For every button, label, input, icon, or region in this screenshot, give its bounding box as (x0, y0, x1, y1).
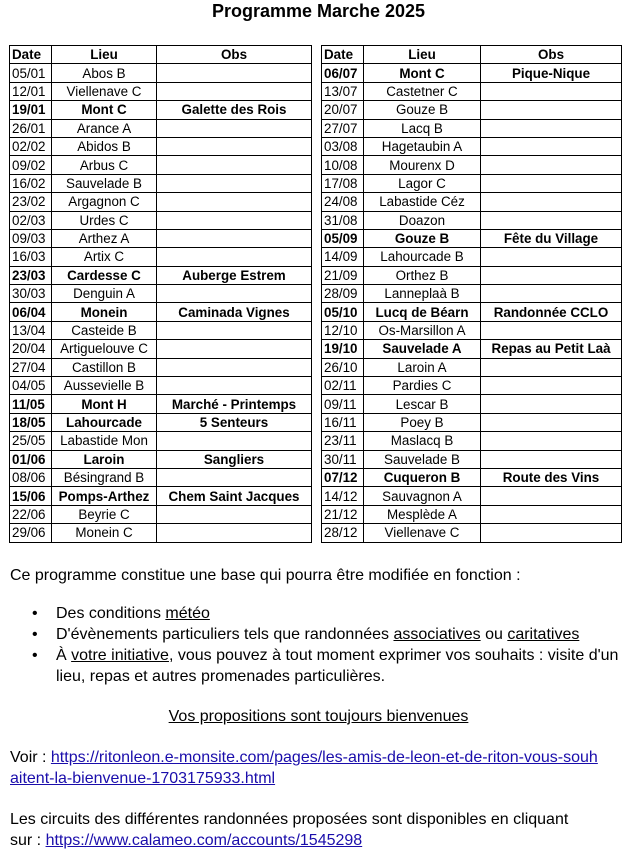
date-cell: 27/07 (322, 119, 364, 137)
date-cell: 16/02 (10, 174, 52, 192)
table-row (322, 137, 622, 155)
table-row (10, 358, 312, 376)
date-cell: 06/07 (322, 64, 364, 82)
date-cell: 12/01 (10, 82, 52, 100)
date-cell: 17/08 (322, 174, 364, 192)
obs-cell (157, 229, 312, 247)
table-row (10, 101, 312, 119)
obs-cell: Caminada Vignes (157, 303, 312, 321)
date-cell: 19/01 (10, 101, 52, 119)
table-row (10, 285, 312, 303)
obs-cell (481, 487, 622, 505)
table-row (10, 82, 312, 100)
table-row (10, 450, 312, 468)
calameo-link[interactable]: https://www.calameo.com/accounts/1545298 (45, 832, 363, 849)
table-row (10, 137, 312, 155)
lieu-cell: Mourenx D (364, 156, 481, 174)
lieu-cell: Sauvagnon A (364, 487, 481, 505)
header-obs: Obs (481, 46, 622, 64)
date-cell: 12/10 (322, 321, 364, 339)
date-cell: 28/12 (322, 524, 364, 542)
obs-cell (481, 248, 622, 266)
obs-cell (157, 285, 312, 303)
lieu-cell: Bésingrand B (52, 468, 157, 486)
table-row (322, 432, 622, 450)
lieu-cell: Cardesse C (52, 266, 157, 284)
date-cell: 02/11 (322, 377, 364, 395)
list-item: • Des conditions météo (32, 605, 210, 622)
table-row (322, 266, 622, 284)
obs-cell (481, 137, 622, 155)
obs-cell: Sangliers (157, 450, 312, 468)
obs-cell (157, 156, 312, 174)
lieu-cell: Sauvelade A (364, 340, 481, 358)
lieu-cell: Monein C (52, 524, 157, 542)
table-row (322, 524, 622, 542)
lieu-cell: Pardies C (364, 377, 481, 395)
lieu-cell: Castetner C (364, 82, 481, 100)
date-cell: 09/03 (10, 229, 52, 247)
date-cell: 10/08 (322, 156, 364, 174)
table-row (10, 321, 312, 339)
table-row (322, 211, 622, 229)
header-obs: Obs (157, 46, 312, 64)
lieu-cell: Monein (52, 303, 157, 321)
header-date: Date (10, 46, 52, 64)
obs-cell (157, 211, 312, 229)
obs-cell: Marché - Printemps (157, 395, 312, 413)
date-cell: 20/04 (10, 340, 52, 358)
date-cell: 06/04 (10, 303, 52, 321)
date-cell: 23/11 (322, 432, 364, 450)
obs-cell (481, 413, 622, 431)
date-cell: 05/09 (322, 229, 364, 247)
obs-cell: Randonnée CCLO (481, 303, 622, 321)
table-row (10, 505, 312, 523)
lieu-cell: Maslacq B (364, 432, 481, 450)
obs-cell (157, 137, 312, 155)
lieu-cell: Lacq B (364, 119, 481, 137)
obs-cell (481, 524, 622, 542)
obs-cell: Galette des Rois (157, 101, 312, 119)
date-cell: 21/12 (322, 505, 364, 523)
obs-cell: Fête du Village (481, 229, 622, 247)
table-row (322, 193, 622, 211)
date-cell: 01/06 (10, 450, 52, 468)
table-row (10, 229, 312, 247)
page-title: Programme Marche 2025 (211, 1, 426, 21)
date-cell: 26/01 (10, 119, 52, 137)
obs-cell (481, 505, 622, 523)
table-row (10, 64, 312, 82)
header-lieu: Lieu (52, 46, 157, 64)
lieu-cell: Denguin A (52, 285, 157, 303)
table-row (322, 450, 622, 468)
table-row (322, 505, 622, 523)
date-cell: 19/10 (322, 340, 364, 358)
obs-cell (157, 321, 312, 339)
obs-cell (157, 505, 312, 523)
table-header-row (10, 46, 312, 64)
lieu-cell: Poey B (364, 413, 481, 431)
table-row (322, 487, 622, 505)
lieu-cell: Hagetaubin A (364, 137, 481, 155)
table-row (10, 174, 312, 192)
lieu-cell: Os-Marsillon A (364, 321, 481, 339)
lieu-cell: Mont C (52, 101, 157, 119)
table-row (10, 377, 312, 395)
date-cell: 27/04 (10, 358, 52, 376)
date-cell: 13/07 (322, 82, 364, 100)
lieu-cell: Mesplède A (364, 505, 481, 523)
obs-cell (481, 395, 622, 413)
date-cell: 16/03 (10, 248, 52, 266)
date-cell: 02/02 (10, 137, 52, 155)
obs-cell (157, 524, 312, 542)
date-cell: 14/12 (322, 487, 364, 505)
date-cell: 11/05 (10, 395, 52, 413)
schedule-table-right (321, 45, 622, 543)
lieu-cell: Doazon (364, 211, 481, 229)
schedule-table-left (9, 45, 312, 543)
lieu-cell: Gouze B (364, 101, 481, 119)
bullet-icon: • (32, 626, 38, 643)
obs-cell (481, 101, 622, 119)
table-row (322, 358, 622, 376)
obs-cell (157, 248, 312, 266)
table-row (10, 468, 312, 486)
proposals-note: Vos propositions sont toujours bienvenues (168, 708, 469, 725)
date-cell: 02/03 (10, 211, 52, 229)
obs-cell (481, 174, 622, 192)
lieu-cell: Lanneplaà B (364, 285, 481, 303)
table-row (322, 413, 622, 431)
obs-cell (481, 450, 622, 468)
table-row (10, 193, 312, 211)
date-cell: 24/08 (322, 193, 364, 211)
lieu-cell: Casteide B (52, 321, 157, 339)
lieu-cell: Abos B (52, 64, 157, 82)
lieu-cell: Viellenave C (52, 82, 157, 100)
table-row (10, 487, 312, 505)
table-row (322, 248, 622, 266)
lieu-cell: Artix C (52, 248, 157, 266)
date-cell: 09/02 (10, 156, 52, 174)
table-row (322, 340, 622, 358)
obs-cell (157, 377, 312, 395)
voir-paragraph: Voir : https://ritonleon.e-monsite.com/pages/les-amis-de-leon-et-de-riton-vous-souhaitent-la-bienvenue-1703175933.html (10, 749, 598, 787)
date-cell: 08/06 (10, 468, 52, 486)
lieu-cell: Artiguelouve C (52, 340, 157, 358)
header-date: Date (322, 46, 364, 64)
table-row (322, 321, 622, 339)
table-row (322, 156, 622, 174)
lieu-cell: Pomps-Arthez (52, 487, 157, 505)
lieu-cell: Gouze B (364, 229, 481, 247)
lieu-cell: Arance A (52, 119, 157, 137)
obs-cell (481, 377, 622, 395)
table-row (322, 229, 622, 247)
lieu-cell: Lahourcade (52, 413, 157, 431)
lieu-cell: Mont H (52, 395, 157, 413)
table-row (322, 377, 622, 395)
table-row (322, 303, 622, 321)
obs-cell (157, 468, 312, 486)
date-cell: 31/08 (322, 211, 364, 229)
obs-cell (481, 321, 622, 339)
lieu-cell: Lahourcade B (364, 248, 481, 266)
obs-cell: Chem Saint Jacques (157, 487, 312, 505)
obs-cell: 5 Senteurs (157, 413, 312, 431)
website-link[interactable]: https://ritonleon.e-monsite.com/pages/les-amis-de-leon-et-de-riton-vous-souhaitent-la-bienvenue-1703175933.html (10, 749, 598, 787)
header-lieu: Lieu (364, 46, 481, 64)
lieu-cell: Castillon B (52, 358, 157, 376)
date-cell: 22/06 (10, 505, 52, 523)
table-row (10, 395, 312, 413)
date-cell: 13/04 (10, 321, 52, 339)
date-cell: 23/02 (10, 193, 52, 211)
lieu-cell: Lescar B (364, 395, 481, 413)
date-cell: 09/11 (322, 395, 364, 413)
obs-cell (481, 266, 622, 284)
date-cell: 05/01 (10, 64, 52, 82)
obs-cell (481, 211, 622, 229)
lieu-cell: Arthez A (52, 229, 157, 247)
obs-cell: Pique-Nique (481, 64, 622, 82)
lieu-cell: Beyrie C (52, 505, 157, 523)
obs-cell (157, 340, 312, 358)
lieu-cell: Viellenave C (364, 524, 481, 542)
obs-cell (157, 432, 312, 450)
lieu-cell: Aussevielle B (52, 377, 157, 395)
table-row (10, 211, 312, 229)
lieu-cell: Orthez B (364, 266, 481, 284)
lieu-cell: Sauvelade B (364, 450, 481, 468)
table-row (322, 285, 622, 303)
table-row (10, 303, 312, 321)
obs-cell (481, 119, 622, 137)
obs-cell (157, 82, 312, 100)
lieu-cell: Laroin (52, 450, 157, 468)
obs-cell (157, 64, 312, 82)
obs-cell (481, 358, 622, 376)
lieu-cell: Lagor C (364, 174, 481, 192)
table-row (322, 64, 622, 82)
date-cell: 15/06 (10, 487, 52, 505)
list-item: • À votre initiative, vous pouvez à tout moment exprimer vos souhaits : visite d'un lieu, repas et autres promenades particulières. (32, 647, 619, 685)
date-cell: 30/03 (10, 285, 52, 303)
lieu-cell: Cuqueron B (364, 468, 481, 486)
table-row (10, 340, 312, 358)
date-cell: 20/07 (322, 101, 364, 119)
date-cell: 04/05 (10, 377, 52, 395)
lieu-cell: Mont C (364, 64, 481, 82)
date-cell: 14/09 (322, 248, 364, 266)
table-row (322, 101, 622, 119)
date-cell: 28/09 (322, 285, 364, 303)
lieu-cell: Laroin A (364, 358, 481, 376)
table-row (322, 468, 622, 486)
table-row (10, 413, 312, 431)
obs-cell (481, 193, 622, 211)
list-item: • D'évènements particuliers tels que randonnées associatives ou caritatives (32, 626, 580, 643)
date-cell: 25/05 (10, 432, 52, 450)
lieu-cell: Sauvelade B (52, 174, 157, 192)
lieu-cell: Labastide Céz (364, 193, 481, 211)
lieu-cell: Argagnon C (52, 193, 157, 211)
table-row (10, 266, 312, 284)
obs-cell (157, 119, 312, 137)
lieu-cell: Lucq de Béarn (364, 303, 481, 321)
date-cell: 21/09 (322, 266, 364, 284)
conditions-list (32, 603, 622, 687)
circuits-paragraph: Les circuits des différentes randonnées proposées sont disponibles en cliquant sur : https://www.calameo.com/accounts/1545298 (10, 811, 569, 849)
obs-cell (481, 82, 622, 100)
obs-cell (157, 358, 312, 376)
lieu-cell: Abidos B (52, 137, 157, 155)
date-cell: 26/10 (322, 358, 364, 376)
obs-cell: Repas au Petit Laà (481, 340, 622, 358)
lieu-cell: Urdes C (52, 211, 157, 229)
date-cell: 07/12 (322, 468, 364, 486)
table-row (322, 82, 622, 100)
table-row (322, 174, 622, 192)
table-row (10, 119, 312, 137)
obs-cell: Auberge Estrem (157, 266, 312, 284)
date-cell: 18/05 (10, 413, 52, 431)
obs-cell: Route des Vins (481, 468, 622, 486)
obs-cell (481, 432, 622, 450)
obs-cell (481, 156, 622, 174)
date-cell: 23/03 (10, 266, 52, 284)
table-header-row (322, 46, 622, 64)
lieu-cell: Arbus C (52, 156, 157, 174)
date-cell: 16/11 (322, 413, 364, 431)
obs-cell (157, 174, 312, 192)
table-row (10, 432, 312, 450)
date-cell: 03/08 (322, 137, 364, 155)
intro-text: Ce programme constitue une base qui pourra être modifiée en fonction : (10, 567, 521, 584)
table-row (10, 524, 312, 542)
lieu-cell: Labastide Mon (52, 432, 157, 450)
bullet-icon: • (32, 605, 38, 622)
bullet-icon: • (32, 647, 38, 664)
obs-cell (157, 193, 312, 211)
date-cell: 30/11 (322, 450, 364, 468)
table-row (10, 248, 312, 266)
table-row (10, 156, 312, 174)
obs-cell (481, 285, 622, 303)
date-cell: 05/10 (322, 303, 364, 321)
date-cell: 29/06 (10, 524, 52, 542)
table-row (322, 119, 622, 137)
table-row (322, 395, 622, 413)
